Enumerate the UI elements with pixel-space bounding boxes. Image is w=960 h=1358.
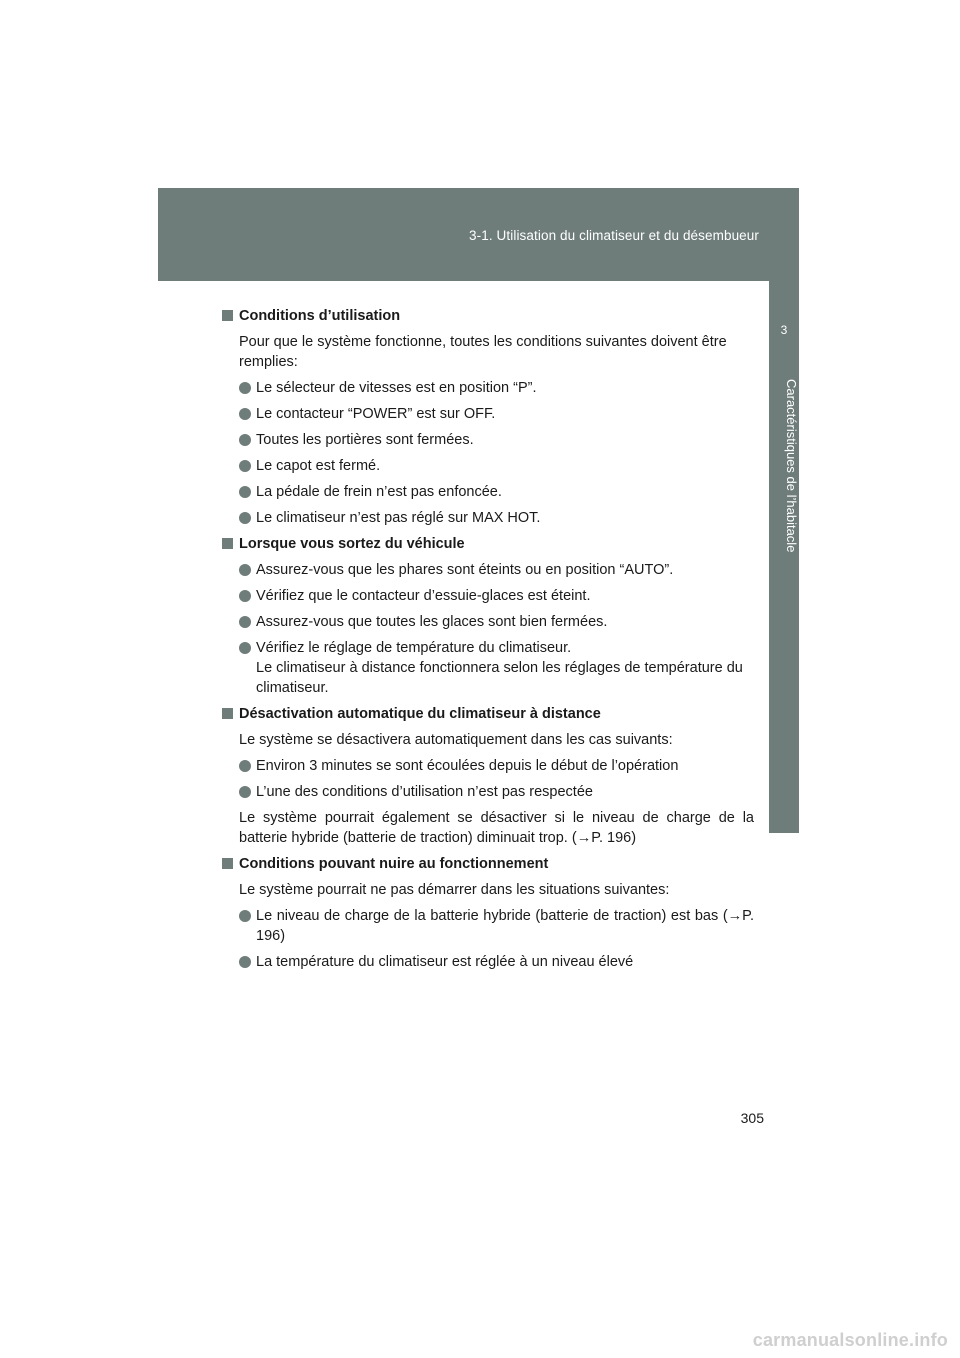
circle-bullet-icon — [239, 642, 251, 654]
section-heading-text: Conditions pouvant nuire au fonctionnement — [239, 856, 549, 872]
list-item — [222, 952, 754, 972]
circle-bullet-icon — [239, 460, 251, 472]
section-heading-text: Lorsque vous sortez du véhicule — [239, 536, 465, 552]
circle-bullet-icon — [239, 616, 251, 628]
list-item-text: Vérifiez que le contacteur d’essuie-glaces est éteint. — [256, 588, 591, 604]
list-item-text: Vérifiez le réglage de température du climatiseur. — [256, 640, 572, 656]
circle-bullet-icon — [239, 408, 251, 420]
section-heading — [222, 704, 754, 724]
watermark: carmanualsonline.info — [752, 1330, 948, 1350]
list-item — [222, 560, 754, 580]
section-outro: Le système pourrait également se désactiver si le niveau de charge de la batterie hybride (batterie de traction) diminuait trop. (→P. 196) — [239, 810, 754, 846]
list-item — [222, 586, 754, 606]
list-item-text: Le capot est fermé. — [256, 458, 381, 474]
square-bullet-icon — [222, 858, 233, 869]
chapter-label: Caractéristiques de l’habitacle — [784, 379, 799, 553]
chapter-label-box — [769, 281, 799, 833]
list-item-text: Le climatiseur n’est pas réglé sur MAX HOT. — [256, 510, 541, 526]
list-item-subtext: Le climatiseur à distance fonctionnera selon les réglages de température du climatiseur. — [256, 660, 743, 696]
list-item — [222, 638, 754, 698]
circle-bullet-icon — [239, 786, 251, 798]
list-item-text: La pédale de frein n’est pas enfoncée. — [256, 484, 502, 500]
square-bullet-icon — [222, 538, 233, 549]
circle-bullet-icon — [239, 382, 251, 394]
chapter-header-band — [158, 188, 799, 281]
list-item-text: Environ 3 minutes se sont écoulées depuis le début de l’opération — [256, 758, 679, 774]
circle-bullet-icon — [239, 512, 251, 524]
square-bullet-icon — [222, 310, 233, 321]
list-item — [222, 430, 754, 450]
section-heading — [222, 534, 754, 554]
list-item — [222, 404, 754, 424]
list-item-text: La température du climatiseur est réglée à un niveau élevé — [256, 954, 634, 970]
list-item — [222, 756, 754, 776]
section-intro: Le système se désactivera automatiquement dans les cas suivants: — [239, 732, 673, 748]
list-item-text: Assurez-vous que toutes les glaces sont bien fermées. — [256, 614, 608, 630]
circle-bullet-icon — [239, 590, 251, 602]
section-heading-text: Désactivation automatique du climatiseur à distance — [239, 706, 601, 722]
list-item-text: Le sélecteur de vitesses est en position “P”. — [256, 380, 537, 396]
circle-bullet-icon — [239, 956, 251, 968]
circle-bullet-icon — [239, 910, 251, 922]
list-item — [222, 456, 754, 476]
section-intro: Le système pourrait ne pas démarrer dans les situations suivantes: — [239, 882, 670, 898]
list-item-text: Toutes les portières sont fermées. — [256, 432, 474, 448]
circle-bullet-icon — [239, 486, 251, 498]
section-operation-issues — [222, 854, 754, 972]
list-item — [222, 612, 754, 632]
circle-bullet-icon — [239, 434, 251, 446]
list-item — [222, 378, 754, 398]
square-bullet-icon — [222, 708, 233, 719]
circle-bullet-icon — [239, 564, 251, 576]
section-leaving-vehicle — [222, 534, 754, 698]
section-heading — [222, 306, 754, 326]
list-item — [222, 782, 754, 802]
section-auto-deactivation — [222, 704, 754, 848]
list-item — [222, 482, 754, 502]
list-item-text: Le niveau de charge de la batterie hybride (batterie de traction) est bas (→P. 196) — [256, 908, 754, 944]
chapter-section-title: 3-1. Utilisation du climatiseur et du désembueur — [469, 228, 759, 243]
chapter-side-tab — [769, 281, 799, 833]
list-item-text: Assurez-vous que les phares sont éteints ou en position “AUTO”. — [256, 562, 674, 578]
list-item — [222, 508, 754, 528]
section-intro: Pour que le système fonctionne, toutes les conditions suivantes doivent être remplies: — [239, 334, 727, 370]
circle-bullet-icon — [239, 760, 251, 772]
chapter-number: 3 — [780, 323, 788, 337]
page-number: 305 — [740, 1110, 764, 1126]
list-item-text: L’une des conditions d’utilisation n’est pas respectée — [256, 784, 593, 800]
list-item-text: Le contacteur “POWER” est sur OFF. — [256, 406, 496, 422]
section-heading-text: Conditions d’utilisation — [239, 308, 401, 324]
section-operating-conditions — [222, 306, 754, 528]
page-content — [222, 306, 754, 978]
list-item — [222, 906, 754, 946]
section-heading — [222, 854, 754, 874]
